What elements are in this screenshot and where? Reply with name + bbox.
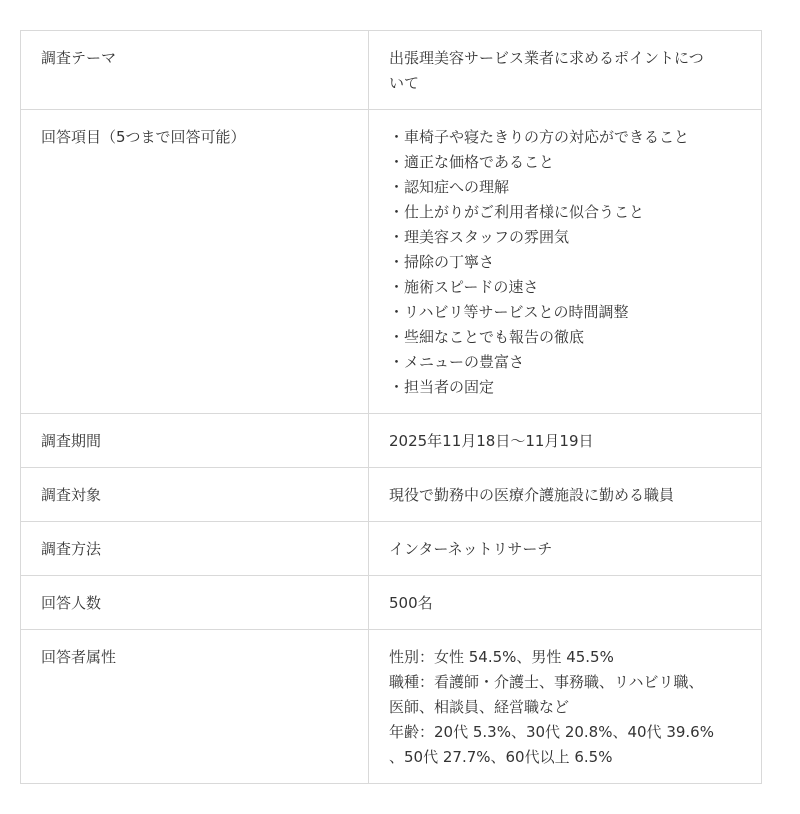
list-item: ・車椅子や寝たきりの方の対応ができること: [389, 128, 690, 146]
attributes-line: 医師、相談員、経営職など: [389, 698, 570, 716]
list-item: ・メニューの豊富さ: [389, 353, 525, 371]
period-value: 2025年11月18日～11月19日: [369, 414, 762, 468]
table-row-method: [21, 522, 762, 576]
attributes-line: 性別：女性 54.5%、男性 45.5%: [389, 648, 614, 666]
list-item: ・掃除の丁寧さ: [389, 253, 495, 271]
attributes-line: 職種：看護師・介護士、事務職、リハビリ職、: [389, 673, 704, 691]
period-label: 調査期間: [21, 414, 369, 468]
theme-label: 調査テーマ: [21, 31, 369, 110]
theme-value: [369, 31, 762, 110]
method-value: インターネットリサーチ: [369, 522, 762, 576]
method-label: 調査方法: [21, 522, 369, 576]
table-row-period: [21, 414, 762, 468]
list-item: ・適正な価格であること: [389, 153, 555, 171]
list-item: ・些細なことでも報告の徹底: [389, 328, 585, 346]
table-row-answer-items: [21, 110, 762, 414]
respondents-label: 回答人数: [21, 576, 369, 630]
respondents-value: 500名: [369, 576, 762, 630]
list-item: ・仕上がりがご利用者様に似合うこと: [389, 203, 645, 221]
attributes-line: 、50代 27.7%、60代以上 6.5%: [389, 748, 613, 766]
list-item: ・理美容スタッフの雰囲気: [389, 228, 570, 246]
list-item: ・担当者の固定: [389, 378, 495, 396]
table-row-respondents: [21, 576, 762, 630]
list-item: ・認知症への理解: [389, 178, 510, 196]
attributes-label: 回答者属性: [21, 630, 369, 784]
table-row-target: [21, 468, 762, 522]
target-label: 調査対象: [21, 468, 369, 522]
table-row-attributes: [21, 630, 762, 784]
theme-value-line: いて: [389, 74, 420, 92]
list-item: ・施術スピードの速さ: [389, 278, 539, 296]
theme-value-line: 出張理美容サービス業者に求めるポイントにつ: [389, 49, 704, 67]
table-row-theme: [21, 31, 762, 110]
answer-items-list: [389, 125, 741, 400]
list-item: ・リハビリ等サービスとの時間調整: [389, 303, 629, 321]
answer-items-label: 回答項目（5つまで回答可能）: [21, 110, 369, 414]
target-value: 現役で勤務中の医療介護施設に勤める職員: [369, 468, 762, 522]
survey-overview-table: [20, 30, 762, 784]
answer-items-value: [369, 110, 762, 414]
attributes-value: [369, 630, 762, 784]
attributes-line: 年齢：20代 5.3%、30代 20.8%、40代 39.6%: [389, 723, 714, 741]
